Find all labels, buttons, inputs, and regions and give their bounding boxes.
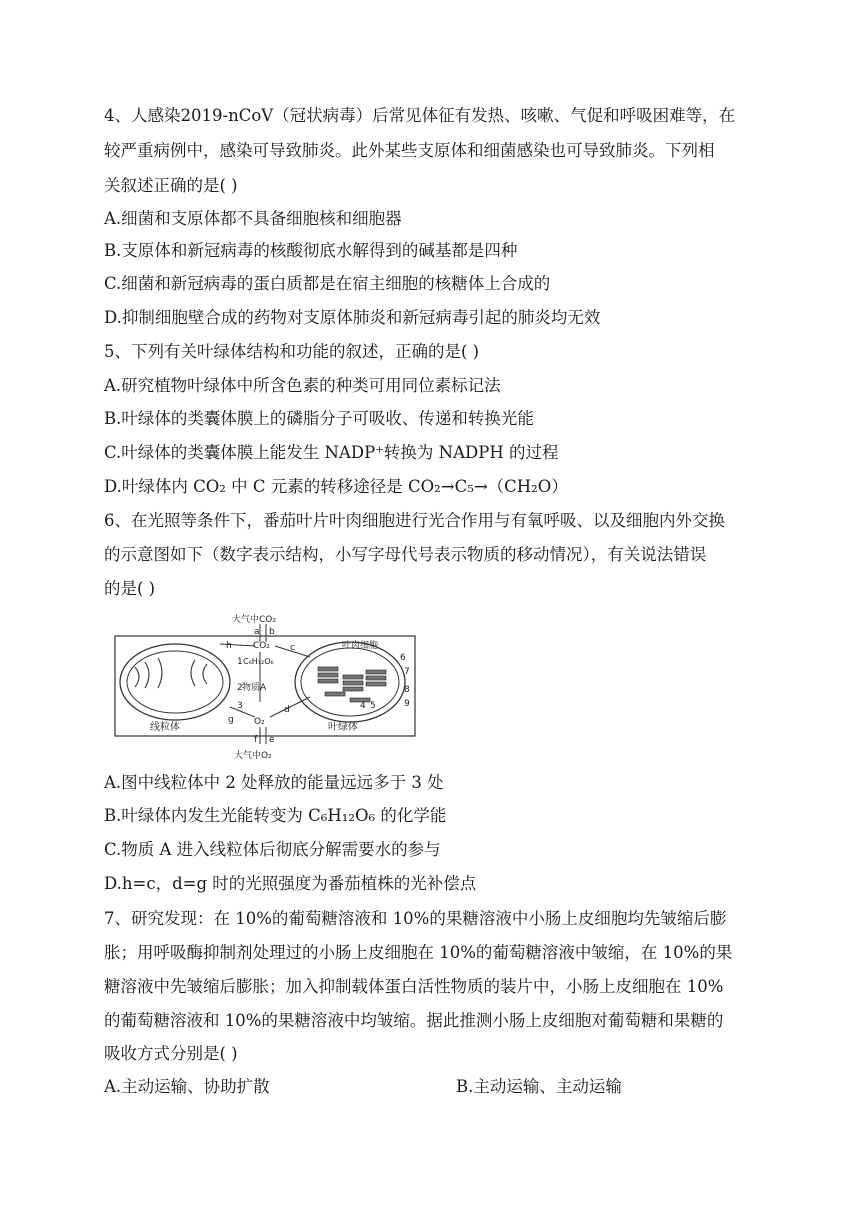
q4-option-d: D.抑制细胞壁合成的药物对支原体肺炎和新冠病毒引起的肺炎均无效 [104, 308, 601, 327]
mitochondrion-cristae [135, 658, 207, 688]
q7-stem-line-2: 胀；用呼吸酶抑制剂处理过的小肠上皮细胞在 10%的葡萄糖溶液中皱缩，在 10%的果 [104, 943, 733, 962]
letter-c: c [290, 643, 295, 653]
q5-option-d: D.叶绿体内 CO₂ 中 C 元素的转移途径是 CO₂→C₅→（CH₂O） [104, 477, 568, 496]
number-9: 9 [404, 699, 410, 709]
letter-a: a [254, 627, 260, 637]
q7-stem-line-4: 的葡萄糖溶液和 10%的果糖溶液中均皱缩。据此推测小肠上皮细胞对葡萄糖和果糖的 [104, 1011, 724, 1030]
substance-a-label: 物质A [242, 683, 267, 693]
number-1: 1 [237, 657, 243, 667]
number-5: 5 [370, 701, 376, 711]
q5-stem: 5、下列有关叶绿体结构和功能的叙述，正确的是( ) [104, 342, 480, 361]
letter-e: e [269, 735, 275, 745]
q6-option-a: A.图中线粒体中 2 处释放的能量远远多于 3 处 [104, 773, 444, 792]
number-6: 6 [400, 653, 406, 663]
q6-option-b: B.叶绿体内发生光能转变为 C₆H₁₂O₆ 的化学能 [104, 806, 447, 825]
letter-h: h [226, 641, 232, 651]
co2-label: CO₂ [253, 641, 270, 651]
q4-option-a: A.细菌和支原体都不具备细胞核和细胞器 [104, 209, 402, 228]
number-2: 2 [237, 683, 243, 693]
o2-label: O₂ [254, 717, 265, 727]
q4-stem-line-3: 关叙述正确的是( ) [104, 176, 238, 195]
mitochondrion-label: 线粒体 [150, 722, 180, 733]
number-7: 7 [404, 667, 410, 677]
q5-option-a: A.研究植物叶绿体中所含色素的种类可用同位素标记法 [104, 376, 501, 395]
q4-option-c: C.细菌和新冠病毒的蛋白质都是在宿主细胞的核糖体上合成的 [104, 274, 551, 293]
mitochondrion-inner [127, 651, 223, 713]
q7-option-b: B.主动运输、主动运输 [456, 1077, 622, 1096]
mesophyll-cell-label: 叶肉细胞 [342, 641, 379, 651]
q6-stem-line-2: 的示意图如下（数字表示结构，小写字母代号表示物质的移动情况），有关说法错误 [104, 545, 707, 564]
chloroplast-label: 叶绿体 [328, 722, 358, 733]
cell-diagram [110, 612, 420, 762]
letter-f: f [254, 735, 258, 745]
q5-option-c: C.叶绿体的类囊体膜上能发生 NADP⁺转换为 NADPH 的过程 [104, 443, 559, 462]
q7-option-a: A.主动运输、协助扩散 [104, 1077, 270, 1096]
mitochondrion-outer [120, 644, 230, 720]
q6-option-c: C.物质 A 进入线粒体后彻底分解需要水的参与 [104, 840, 441, 859]
number-3: 3 [237, 701, 243, 711]
q7-stem-line-5: 吸收方式分别是( ) [104, 1044, 238, 1063]
glucose-label: C₆H₁₂O₆ [243, 657, 274, 666]
q4-stem-line-1: 4、人感染2019-nCoV（冠状病毒）后常见体征有发热、咳嗽、气促和呼吸困难等，在 [104, 106, 736, 125]
thylakoid-stacks [318, 667, 386, 702]
q7-stem-line-3: 糖溶液中先皱缩后膨胀；加入抑制载体蛋白活性物质的装片中，小肠上皮细胞在 10% [104, 977, 724, 996]
number-8: 8 [404, 685, 410, 695]
q7-stem-line-1: 7、研究发现：在 10%的葡萄糖溶液和 10%的果糖溶液中小肠上皮细胞均先皱缩后膨 [104, 909, 727, 928]
letter-d: d [284, 705, 290, 715]
atm-co2-label: 大气中CO₂ [232, 615, 276, 625]
letter-g: g [228, 715, 234, 725]
q5-option-b: B.叶绿体的类囊体膜上的磷脂分子可吸收、传递和转换光能 [104, 409, 534, 428]
q6-option-d: D.h=c，d=g 时的光照强度为番茄植株的光补偿点 [104, 874, 477, 893]
atm-o2-label: 大气中O₂ [234, 751, 272, 761]
q4-stem-line-2: 较严重病例中，感染可导致肺炎。此外某些支原体和细菌感染也可导致肺炎。下列相 [104, 141, 715, 160]
q6-stem-line-1: 6、在光照等条件下，番茄叶片叶肉细胞进行光合作用与有氧呼吸、以及细胞内外交换 [104, 511, 725, 530]
number-4: 4 [360, 701, 366, 711]
letter-b: b [269, 627, 275, 637]
q4-option-b: B.支原体和新冠病毒的核酸彻底水解得到的碱基都是四种 [104, 241, 518, 260]
q6-stem-line-3: 的是( ) [104, 579, 156, 598]
